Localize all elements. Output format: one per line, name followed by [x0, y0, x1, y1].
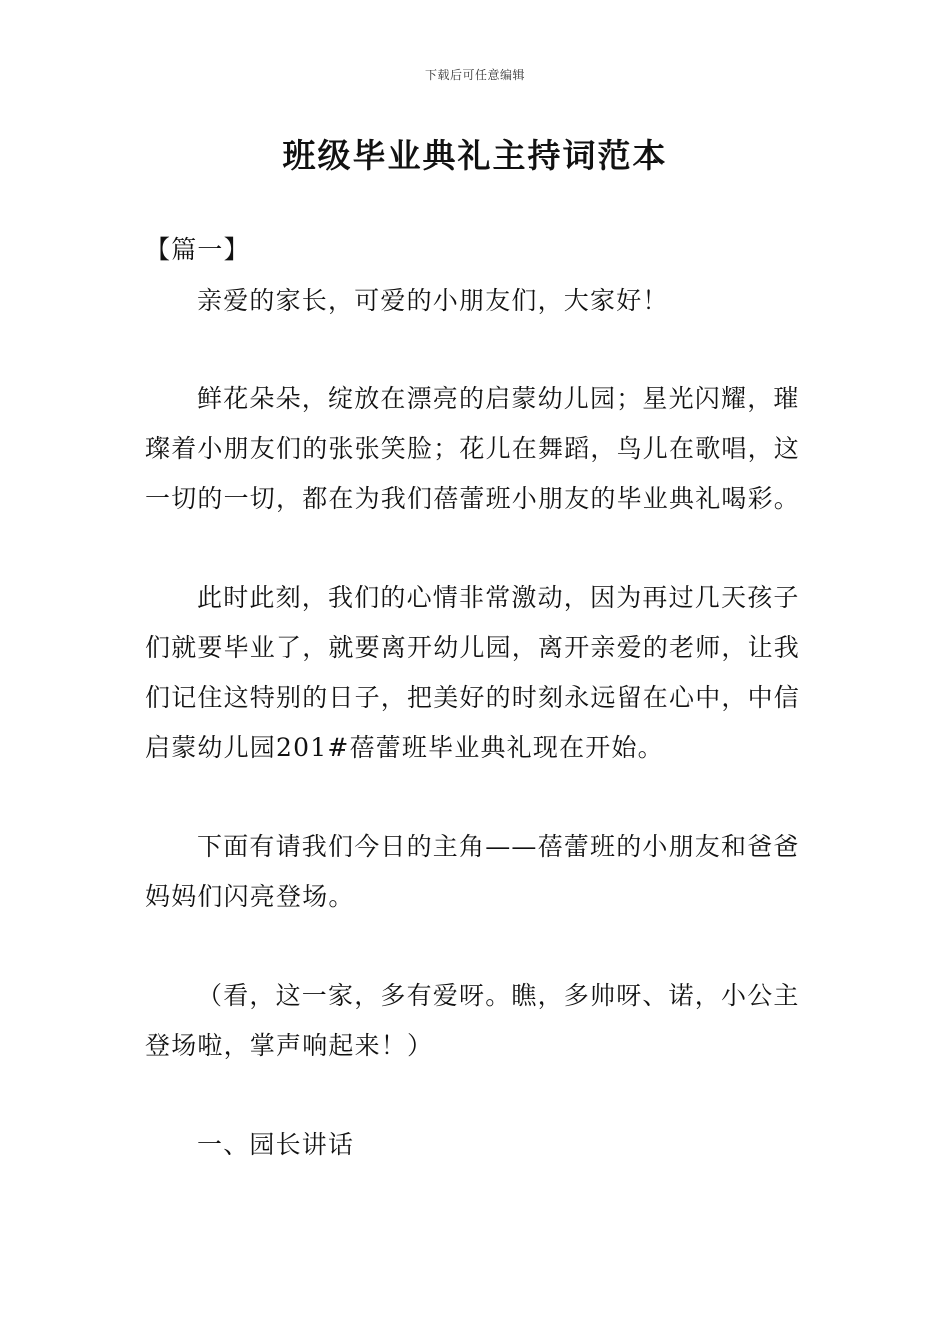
paragraph-this-moment: 此时此刻，我们的心情非常激动，因为再过几天孩子们就要毕业了，就要离开幼儿园，离开亲爱的老师，让我们记住这特别的日子，把美好的时刻永远留在心中，中信启蒙幼儿园201#蓓蕾班毕业典礼现在开始。 — [145, 583, 801, 762]
paragraph-aside: （看，这一家，多有爱呀。瞧，多帅呀、诺，小公主登场啦，掌声响起来！） — [145, 981, 800, 1060]
document-title: 班级毕业典礼主持词范本 — [282, 136, 668, 175]
section-label: 【篇一】 — [145, 235, 250, 264]
page-header-note: 下载后可任意编辑 — [424, 68, 525, 82]
agenda-item-principal-speech: 一、园长讲话 — [197, 1130, 355, 1159]
paragraph-flowers: 鲜花朵朵，绽放在漂亮的启蒙幼儿园；星光闪耀，璀璨着小朋友们的张张笑脸；花儿在舞蹈，鸟儿在歌唱，这一切的一切，都在为我们蓓蕾班小朋友的毕业典礼喝彩。 — [145, 384, 801, 513]
paragraph-invitation: 下面有请我们今日的主角——蓓蕾班的小朋友和爸爸妈妈们闪亮登场。 — [145, 832, 800, 911]
paragraph-greeting: 亲爱的家长，可爱的小朋友们，大家好！ — [197, 286, 669, 315]
